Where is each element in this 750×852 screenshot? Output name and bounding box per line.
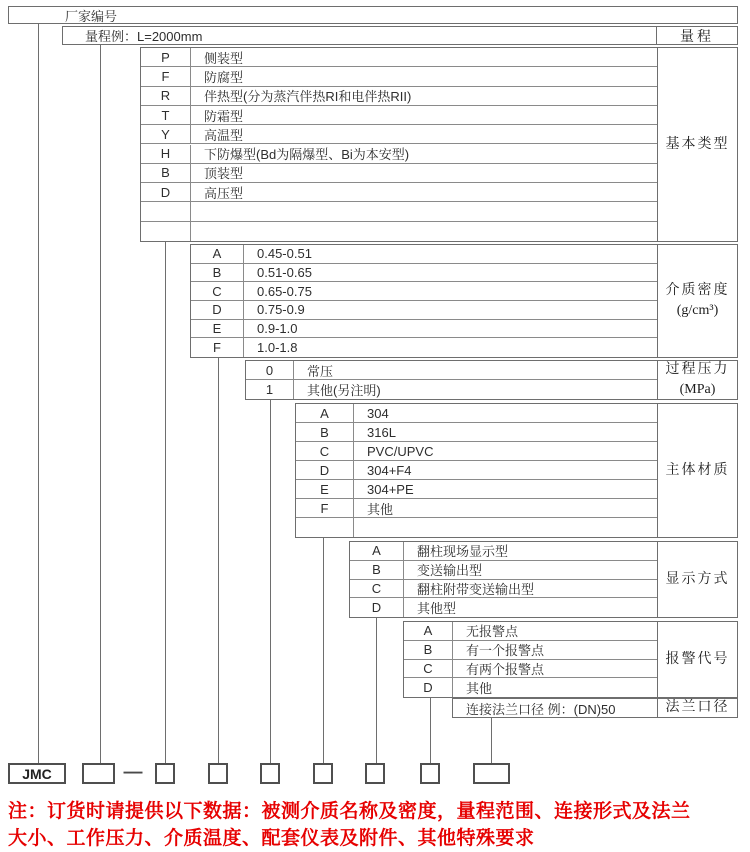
section-basic-type [140, 47, 738, 242]
option-row-basic-type-D [141, 183, 657, 202]
option-row-body-material-F [296, 499, 657, 518]
desc-cell: 顶装型 [204, 166, 244, 182]
code-cell [296, 518, 354, 537]
code-cell: E [296, 480, 354, 498]
code-box-3 [208, 763, 228, 784]
code-cell: B [404, 641, 453, 659]
option-row-alarm-code-C [404, 660, 657, 679]
range-box [62, 26, 738, 45]
desc-cell: 0.45-0.51 [257, 246, 312, 262]
code-box-7 [420, 763, 440, 784]
code-box-6 [365, 763, 385, 784]
option-row-basic-type-Y [141, 125, 657, 144]
option-row-basic-type-empty9 [141, 222, 657, 241]
code-cell: A [191, 245, 244, 263]
option-row-medium-density-A [191, 245, 657, 264]
option-row-basic-type-H [141, 145, 657, 164]
option-row-display-mode-A [350, 542, 657, 561]
code-cell: B [191, 264, 244, 282]
desc-cell: PVC/UPVC [367, 443, 434, 459]
code-cell: F [191, 338, 244, 357]
option-row-basic-type-B [141, 164, 657, 183]
code-cell: C [191, 282, 244, 300]
connector-line-5 [323, 538, 324, 763]
option-row-display-mode-C [350, 580, 657, 599]
desc-cell: 常压 [307, 363, 334, 379]
option-row-basic-type-R [141, 87, 657, 106]
desc-cell: 316L [367, 424, 396, 440]
desc-cell: 有两个报警点 [466, 661, 545, 677]
code-cell: A [296, 404, 354, 422]
desc-cell: 其他 [466, 681, 493, 697]
ordering-note-line1: 注：订货时请提供以下数据：被测介质名称及密度，量程范围、连接形式及法兰 [8, 801, 691, 822]
code-cell: B [350, 561, 404, 579]
desc-cell: 304+PE [367, 481, 414, 497]
code-cell [141, 222, 191, 241]
connector-line-2 [165, 242, 166, 763]
desc-cell: 防霜型 [204, 108, 244, 124]
code-box-2 [155, 763, 175, 784]
code-cell: F [141, 67, 191, 85]
option-row-basic-type-P [141, 48, 657, 67]
code-cell: E [191, 320, 244, 338]
desc-cell: 其他 [367, 501, 394, 517]
desc-cell: 翻柱现场显示型 [417, 544, 509, 560]
ordering-note [8, 798, 746, 852]
connector-line-8 [491, 718, 492, 763]
code-cell: C [296, 442, 354, 460]
option-row-medium-density-E [191, 320, 657, 339]
category-label-display-mode: 显示方式 [657, 542, 737, 617]
connector-line-1 [100, 45, 101, 763]
option-row-display-mode-B [350, 561, 657, 580]
desc-cell: 无报警点 [466, 624, 519, 640]
connector-line-4 [270, 400, 271, 763]
option-row-alarm-code-D [404, 678, 657, 697]
option-row-body-material-empty6 [296, 518, 657, 537]
code-cell: D [404, 678, 453, 697]
code-cell: P [141, 48, 191, 66]
option-row-process-pressure-1 [246, 380, 657, 399]
desc-cell: 1.0-1.8 [257, 340, 298, 356]
connector-line-3 [218, 358, 219, 763]
code-cell [141, 202, 191, 220]
section-alarm-code [403, 621, 738, 698]
code-cell: Y [141, 125, 191, 143]
option-row-body-material-C [296, 442, 657, 461]
category-label-medium-density: 介质密度 (g/cm³) [657, 245, 737, 357]
option-row-basic-type-empty8 [141, 202, 657, 221]
option-row-body-material-E [296, 480, 657, 499]
category-label-flange-size: 法兰口径 [657, 699, 737, 717]
category-label-basic-type: 基本类型 [657, 48, 737, 241]
code-cell: C [350, 580, 404, 598]
factory-code-label: 厂家编号 [65, 8, 118, 24]
code-cell: 1 [246, 380, 294, 399]
desc-cell: 侧装型 [204, 50, 244, 66]
connector-line-0 [38, 23, 39, 763]
code-cell: R [141, 87, 191, 105]
desc-cell: 304 [367, 405, 389, 421]
section-medium-density [190, 244, 738, 358]
desc-cell: 连接法兰口径 例：(DN)50 [466, 701, 616, 717]
option-row-body-material-A [296, 404, 657, 423]
code-cell: C [404, 660, 453, 678]
option-row-medium-density-F [191, 338, 657, 357]
desc-cell: 0.65-0.75 [257, 283, 312, 299]
category-label-body-material: 主体材质 [657, 404, 737, 537]
section-body-material [295, 403, 738, 538]
option-row-alarm-code-A [404, 622, 657, 641]
option-row-basic-type-T [141, 106, 657, 125]
option-row-medium-density-B [191, 264, 657, 283]
desc-cell: 下防爆型(Bd为隔爆型、Bi为本安型) [204, 147, 410, 163]
connector-line-6 [376, 618, 377, 763]
desc-cell: 高压型 [204, 185, 244, 201]
connector-line-7 [430, 698, 431, 763]
desc-cell: 其他(另注明) [307, 383, 381, 398]
desc-cell: 防腐型 [204, 69, 244, 85]
code-box-5 [313, 763, 333, 784]
flange-desc-row [453, 699, 657, 717]
section-display-mode [349, 541, 738, 618]
option-row-basic-type-F [141, 67, 657, 86]
desc-cell: 翻柱附带变送输出型 [417, 581, 535, 597]
code-cell: B [141, 164, 191, 182]
code-cell: A [350, 542, 404, 560]
code-box-1 [82, 763, 115, 784]
code-cell: D [350, 598, 404, 617]
ordering-note-line2: 大小、工作压力、介质温度、配套仪表及附件、其他特殊要求 [8, 828, 535, 849]
code-cell: A [404, 622, 453, 640]
section-flange-size [452, 698, 738, 718]
model-prefix-box: JMC [8, 763, 66, 784]
range-label: 量程 [656, 27, 737, 44]
code-cell: 0 [246, 361, 294, 379]
desc-cell: 其他型 [417, 601, 457, 617]
range-example-text: 量程例：L=2000mm [85, 29, 203, 44]
category-label-process-pressure: 过程压力 (MPa) [657, 361, 737, 399]
category-label-alarm-code: 报警代号 [657, 622, 737, 697]
desc-cell: 伴热型(分为蒸汽伴热RI和电伴热RII) [204, 89, 412, 105]
code-cell: T [141, 106, 191, 124]
desc-cell: 0.51-0.65 [257, 264, 312, 280]
option-row-body-material-B [296, 423, 657, 442]
desc-cell: 高温型 [204, 127, 244, 143]
option-row-medium-density-D [191, 301, 657, 320]
code-cell: B [296, 423, 354, 441]
desc-cell: 304+F4 [367, 462, 412, 478]
separator-dash: — [123, 762, 143, 783]
desc-cell: 变送输出型 [417, 563, 483, 579]
code-cell: D [296, 461, 354, 479]
code-cell: F [296, 499, 354, 517]
desc-cell: 0.9-1.0 [257, 320, 298, 336]
desc-cell: 有一个报警点 [466, 643, 545, 659]
option-row-display-mode-D [350, 598, 657, 617]
code-cell: H [141, 145, 191, 163]
option-row-alarm-code-B [404, 641, 657, 660]
desc-cell: 0.75-0.9 [257, 302, 305, 318]
factory-code-box [8, 6, 738, 24]
code-box-4 [260, 763, 280, 784]
option-row-medium-density-C [191, 282, 657, 301]
option-row-body-material-D [296, 461, 657, 480]
code-cell: D [191, 301, 244, 319]
section-process-pressure [245, 360, 738, 400]
code-cell: D [141, 183, 191, 201]
code-box-8 [473, 763, 510, 784]
option-row-process-pressure-0 [246, 361, 657, 380]
